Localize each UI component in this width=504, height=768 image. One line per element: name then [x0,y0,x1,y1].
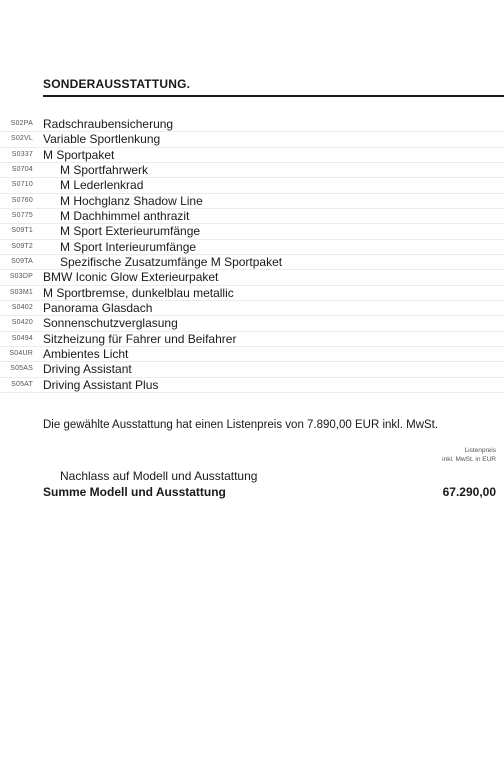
price-column-header [442,446,496,464]
option-code: S0704 [11,165,33,173]
option-row [0,255,504,270]
option-row [0,316,504,331]
option-label: M Sport Interieurumfänge [60,239,197,254]
option-code: S0775 [11,211,33,219]
option-code: S04UR [9,349,33,357]
option-code: S02PA [10,120,33,127]
option-row [0,163,504,178]
option-code: S0760 [11,196,33,204]
option-row [0,270,504,285]
option-row [0,117,504,132]
option-code: S09TA [11,257,33,265]
option-label: Driving Assistant Plus [43,377,159,392]
option-row [0,178,504,193]
option-code: S0337 [11,150,33,158]
option-row [0,332,504,347]
option-label: Variable Sportlenkung [43,132,161,147]
price-column-header-line1: Listenpreis [464,447,496,454]
option-label: Spezifische Zusatzumfänge M Sportpaket [60,254,283,269]
option-row [0,347,504,362]
option-row [0,378,504,393]
price-column-header-line2: inkl. MwSt. in EUR [442,456,496,463]
option-row [0,209,504,224]
option-code: S0420 [11,319,33,327]
option-code: S02VL [10,135,33,143]
total-label: Summe Modell und Ausstattung [43,485,226,499]
option-label: BMW Iconic Glow Exterieurpaket [43,270,219,285]
option-code: S05AS [10,365,33,373]
option-code: S05AT [11,380,33,388]
option-row [0,301,504,316]
option-code: S03M1 [9,288,33,296]
option-label: Driving Assistant [43,362,132,377]
option-label: Sonnenschutzverglasung [43,316,178,331]
option-row [0,132,504,147]
discount-label: Nachlass auf Modell und Ausstattung [60,469,258,483]
option-label: Ambientes Licht [43,346,129,361]
option-row [0,194,504,209]
total-value: 67.290,00 [442,485,496,499]
option-row [0,148,504,163]
option-label: M Sportpaket [43,147,115,162]
section-title: SONDERAUSSTATTUNG. [43,77,191,91]
option-row [0,224,504,239]
options-list [0,117,504,393]
option-row [0,362,504,377]
option-label: Radschraubensicherung [43,117,174,131]
option-label: M Hochglanz Shadow Line [60,193,203,208]
option-code: S09T2 [11,242,33,250]
option-label: M Sportfahrwerk [60,162,149,177]
option-label: M Dachhimmel anthrazit [60,208,190,223]
option-code: S0710 [11,181,33,189]
equipment-price-summary: Die gewählte Ausstattung hat einen Listenpreis von 7.890,00 EUR inkl. MwSt. [43,419,439,431]
section-divider [43,95,504,97]
option-label: Sitzheizung für Fahrer und Beifahrer [43,331,237,346]
option-label: Panorama Glasdach [43,300,153,315]
option-label: M Sport Exterieurumfänge [60,224,201,239]
option-code: S09T1 [11,227,33,235]
option-label: M Sportbremse, dunkelblau metallic [43,285,234,300]
option-code: S0494 [11,334,33,342]
option-label: M Lederlenkrad [60,178,144,193]
option-row [0,286,504,301]
option-code: S03DP [9,273,33,281]
option-row [0,240,504,255]
option-code: S0402 [11,303,33,311]
